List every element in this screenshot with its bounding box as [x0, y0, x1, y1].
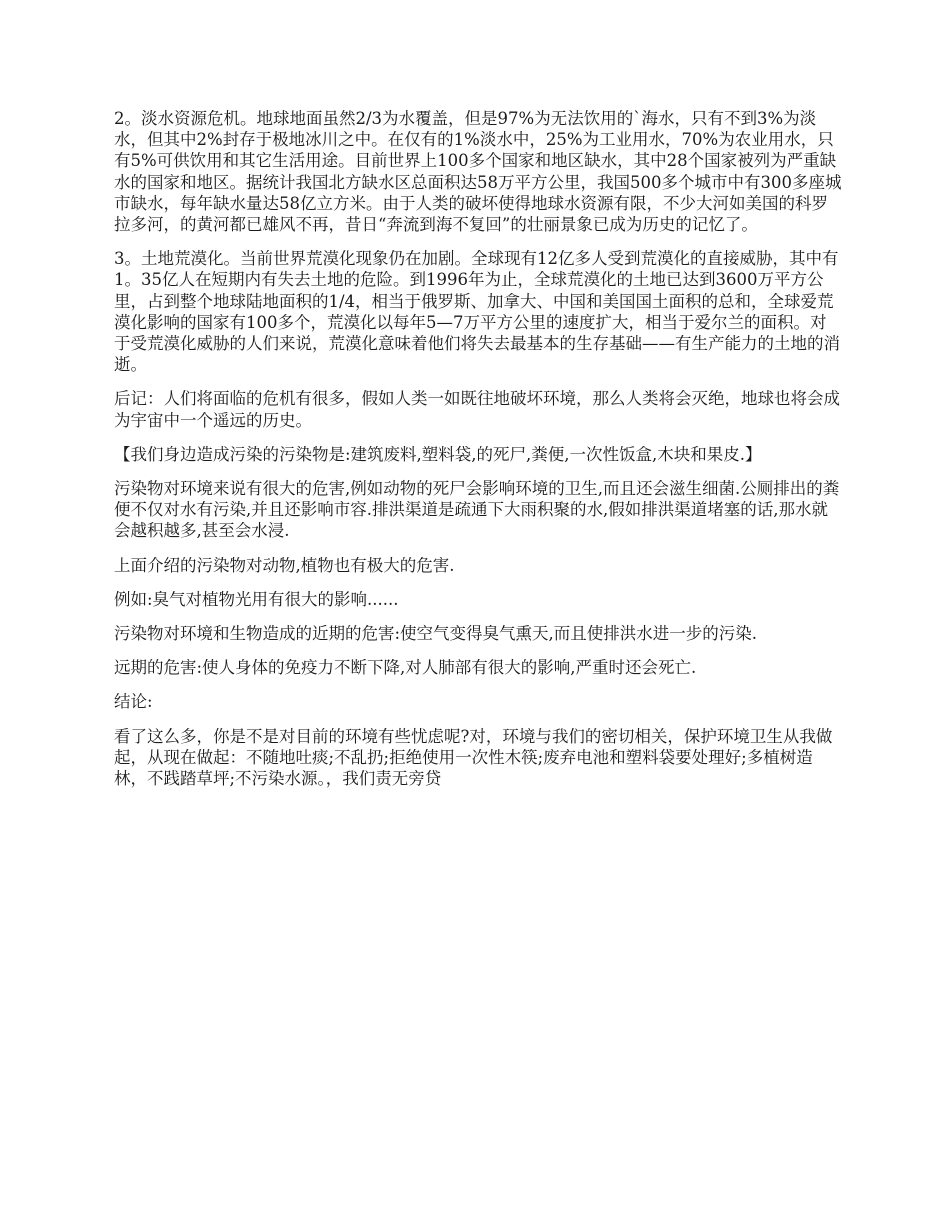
- paragraph-short-term-harm: 污染物对环境和生物造成的近期的危害:使空气变得臭气熏天,而且使排洪水进一步的污染.: [114, 624, 758, 644]
- document-body: [114, 108, 842, 802]
- paragraph-conclusion: 看了这么多，你是不是对目前的环境有些忧虑呢?对，环境与我们的密切相关，保护环境卫生从我做起，从现在做起：不随地吐痰;不乱扔;拒绝使用一次性木筷;废弃电池和塑料袋要处理好;多植树造林，不践踏草坪;不污染水源。，我们责无旁贷: [114, 726, 833, 789]
- paragraph-example: 例如:臭气对植物光用有很大的影响......: [114, 589, 399, 609]
- paragraph-postscript: 后记：人们将面临的危机有很多，假如人类一如既往地破坏环境，那么人类将会灭绝，地球也将会成为宇宙中一个遥远的历史。: [114, 389, 840, 430]
- paragraph-pollutant-harm: 污染物对环境来说有很大的危害,例如动物的死尸会影响环境的卫生,而且还会滋生细菌.公厕排出的粪便不仅对水有污染,并且还影响市容.排洪渠道是疏通下大雨积聚的水,假如排洪渠道堵塞的话,那水就会越积越多,甚至会水浸.: [114, 479, 840, 541]
- paragraph-long-term-harm: 远期的危害:使人身体的免疫力不断下降,对人肺部有很大的影响,严重时还会死亡.: [114, 658, 697, 678]
- paragraph-conclusion-heading: 结论:: [114, 692, 153, 712]
- paragraph-freshwater-crisis: 2。淡水资源危机。地球地面虽然2/3为水覆盖，但是97%为无法饮用的`海水，只有不到3%为淡水，但其中2%封存于极地冰川之中。在仅有的1%淡水中，25%为工业用水，70%为农业用水，只有5%可供饮用和其它生活用途。目前世界上100多个国家和地区缺水，其中28个国家被列为严重缺水的国家和地区。据统计我国北方缺水区总面积达58万平方公里，我国500多个城市中有300多座城市缺水，每年缺水量达58亿立方米。由于人类的破坏使得地球水资源有限，不少大河如美国的科罗拉多河，的黄河都已雄风不再，昔日“奔流到海不复回”的壮丽景象已成为历史的记忆了。: [114, 109, 842, 235]
- paragraph-pollutant-list: 【我们身边造成污染的污染物是:建筑废料,塑料袋,的死尸,粪便,一次性饭盒,木块和果皮.】: [114, 444, 762, 464]
- paragraph-desertification: 3。土地荒漠化。当前世界荒漠化现象仍在加剧。全球现有12亿多人受到荒漠化的直接威胁，其中有1。35亿人在短期内有失去土地的危险。到1996年为止，全球荒漠化的土地已达到3600万平方公里，占到整个地球陆地面积的1/4，相当于俄罗斯、加拿大、中国和美国国土面积的总和，全球爱荒漠化影响的国家有100多个，荒漠化以每年5—7万平方公里的速度扩大，相当于爱尔兰的面积。对于受荒漠化威胁的人们来说，荒漠化意味着他们将失去最基本的生存基础——有生产能力的土地的消逝。: [114, 249, 840, 375]
- paragraph-harm-to-life: 上面介绍的污染物对动物,植物也有极大的危害.: [114, 555, 455, 575]
